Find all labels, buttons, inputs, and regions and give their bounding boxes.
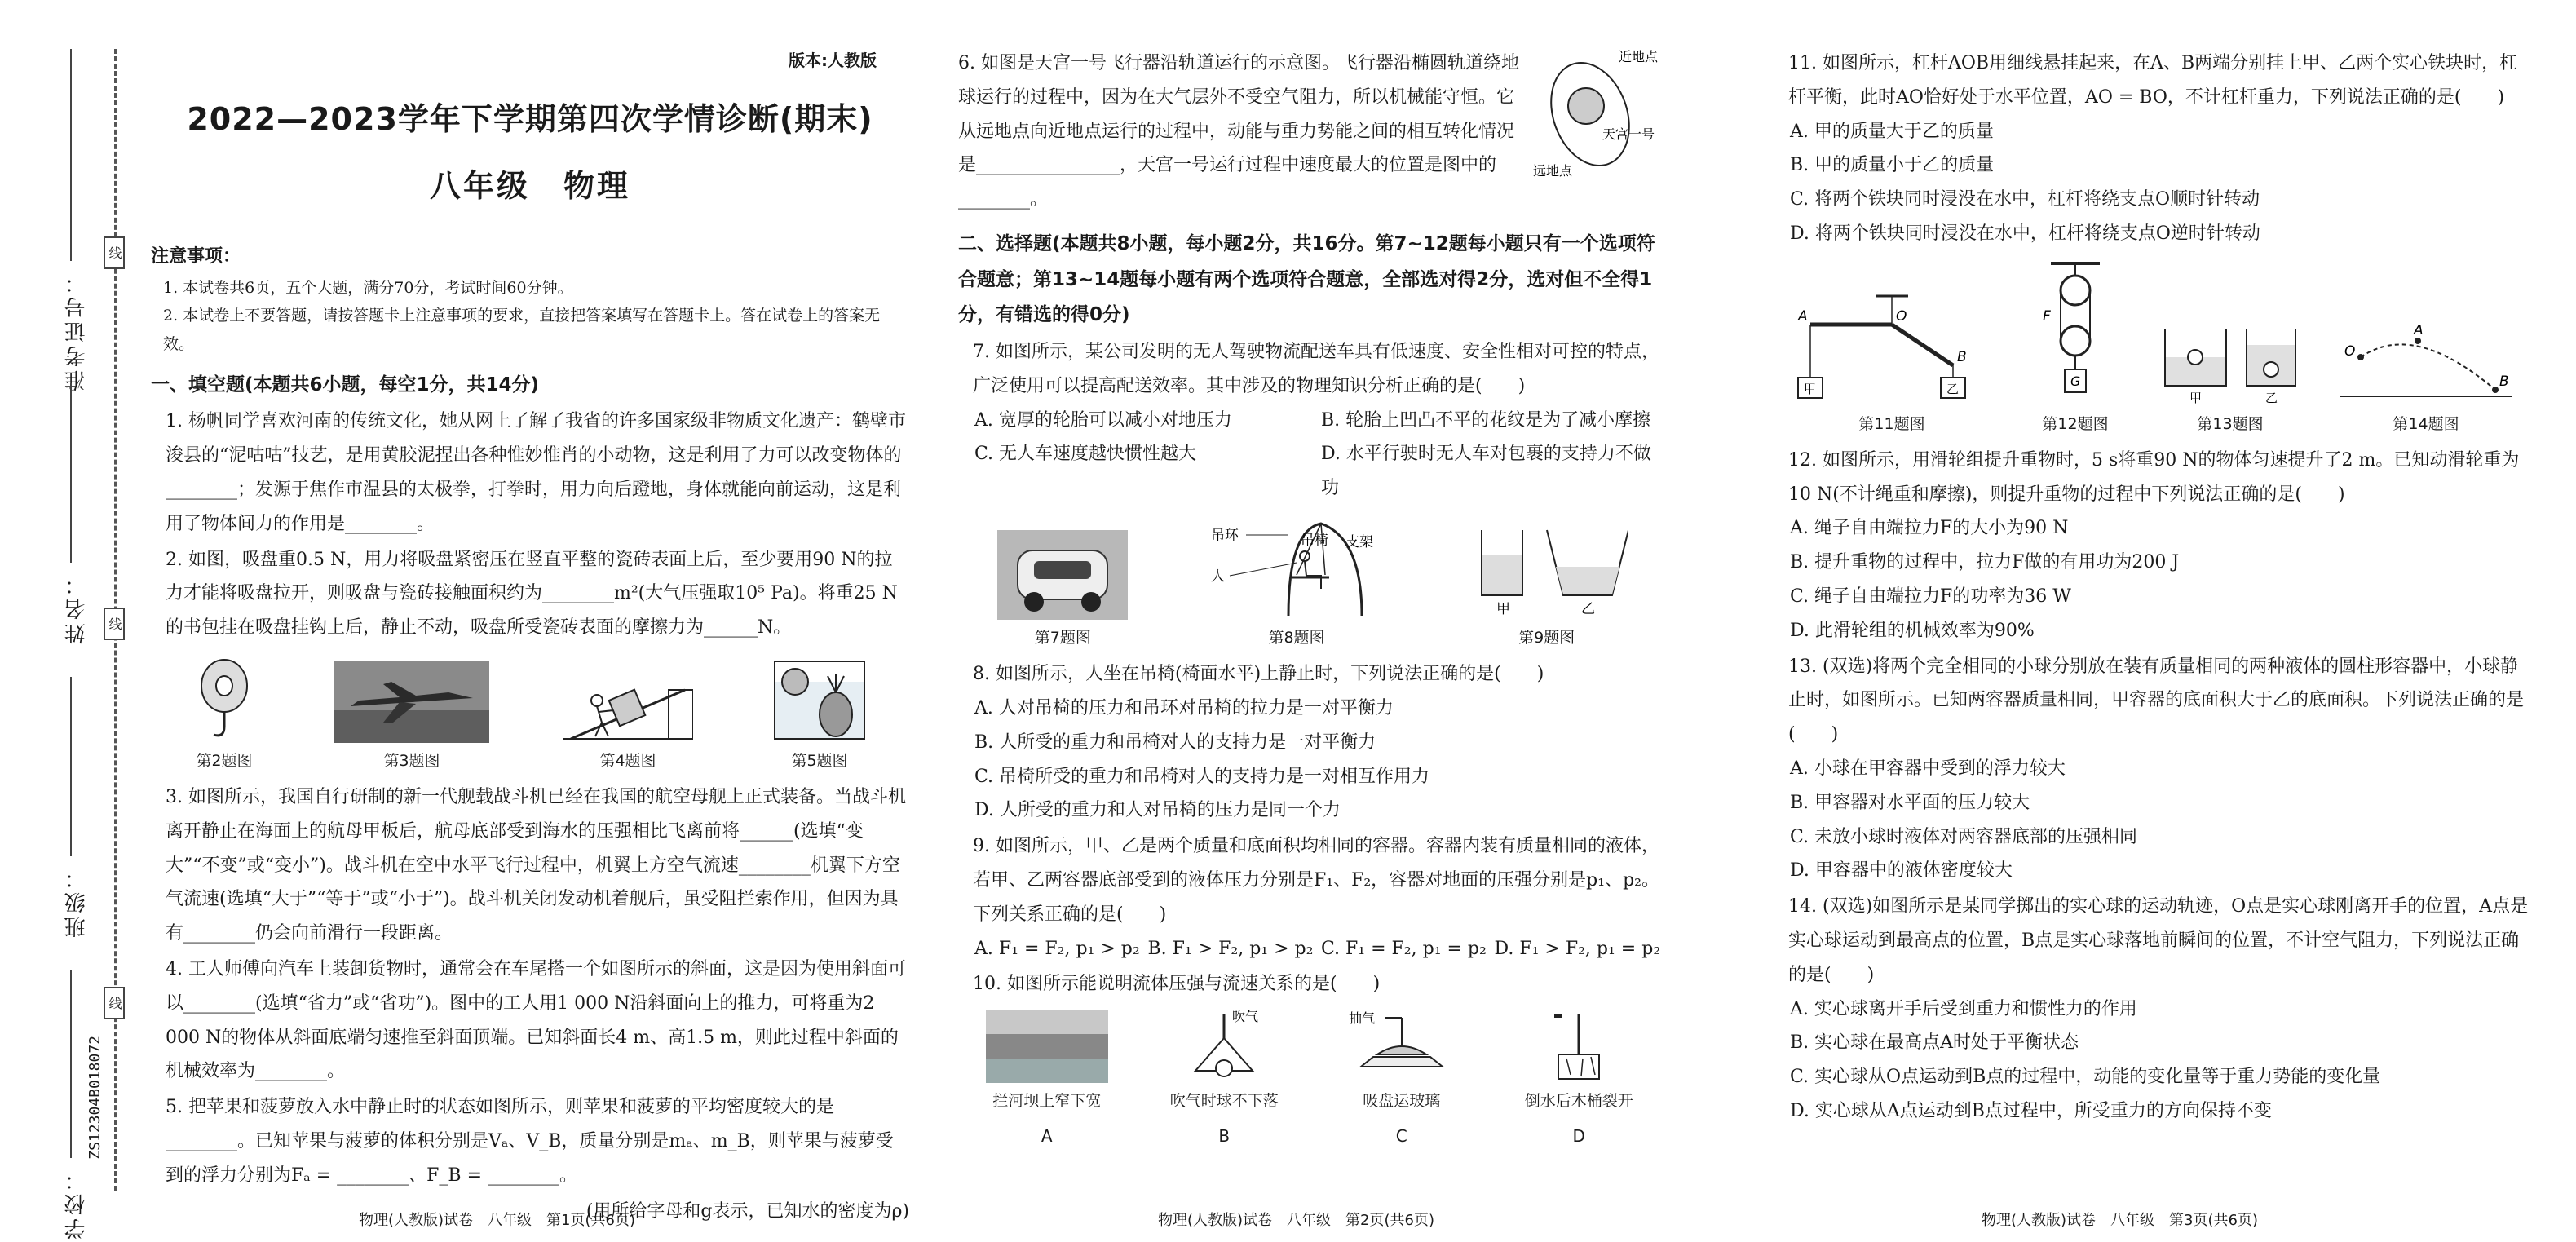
delivery-car-photo [997,530,1128,620]
weight-g-label: G [2070,373,2081,389]
figure-q8 [1207,514,1386,652]
figure-caption: 第14题图 [2393,414,2459,433]
ramp-figure [563,661,693,743]
far-point-label: 远地点 [1533,163,1573,179]
figure-q11 [1794,292,1990,439]
question-5-note: (用所给字母和g表示，已知水的密度为ρ) [585,1200,909,1222]
blow-label: 吹气 [1232,1010,1259,1025]
figure-q5 [767,653,873,776]
pump-label: 抽气 [1348,1010,1375,1027]
question-14: 14. (双选)如图所示是某同学掷出的实心球的运动轨迹，O点是实心球刚离开手的位置，A点是实心球运动到最高点的位置，B点是实心球落地前瞬间的位置，不计空气阻力，下列说法正确的是( ) [1788,896,2529,985]
option-a[interactable]: A. 宽厚的轮胎可以减小对地压力 [974,409,1232,431]
page-footer-1: 物理(人教版)试卷 八年级 第1页(共6页) [359,1212,635,1229]
figure-caption: 第9题图 [1518,629,1575,648]
figure-row-3 [1774,259,2532,439]
person-label: 人 [1210,568,1225,586]
option-d[interactable]: D. 甲容器中的液体密度较大 [1790,860,2013,882]
seat-label: 吊椅 [1300,533,1328,550]
section-fill-heading: 一、填空题(本题共6小题，每空1分，共14分) [151,373,540,396]
figure-caption: 第7题图 [1034,629,1091,648]
container-yi-label: 乙 [2265,390,2278,405]
option-a[interactable]: A. 绳子自由端拉力F的大小为90 N [1790,518,2069,539]
question-10: 10. 如图所示能说明流体压强与流速关系的是( ) [973,974,1381,995]
question-2: 2. 如图，吸盘重0.5 N，用力将吸盘紧密压在竖直平整的瓷砖表面上后，至少要用90 N的拉力才能将吸盘拉开，则吸盘与瓷砖接触面积约为________m²(大气压强取10⁵ Pa)。将重25 N的书包挂在吸盘挂钩上后，静止不动，吸盘所受瓷砖表面的摩擦力为______N。 [166,549,898,639]
figure-row-2 [958,514,1668,652]
suction-glass-figure [1349,1010,1455,1083]
orbit-figure [1529,45,1668,183]
figure-caption: 第5题图 [791,752,848,770]
figure-q10-d[interactable] [1497,1010,1660,1151]
exam-title: 2022—2023学年下学期第四次学情诊断(期末) [187,101,873,137]
two-containers-figure [2161,325,2300,406]
point-b-label: B [2499,373,2509,390]
option-b[interactable]: B. 甲的质量小于乙的质量 [1790,155,1995,176]
figure-caption: 第13题图 [2197,414,2264,433]
option-c[interactable]: C. 绳子自由端拉力F的功率为36 W [1790,586,2071,608]
question-9-options [958,932,1668,966]
question-8: 8. 如图所示，人坐在吊椅(椅面水平)上静止时，下列说法正确的是( ) [973,664,1544,685]
option-a[interactable]: A. 人对吊椅的压力和吊环对吊椅的拉力是一对平衡力 [974,697,1394,718]
option-d[interactable]: D. 水平行驶时无人车对包裹的支持力不做功 [1321,444,1651,499]
figure-caption: 第3题图 [383,752,440,770]
serial-number: ZS12304B018072 [86,1036,104,1160]
name-label: 姓名： [64,571,89,644]
option-letter: C [1395,1126,1407,1147]
option-d[interactable]: D. 实心球从A点运动到B点过程中，所受重力的方向保持不变 [1790,1101,2272,1122]
block-jia-label: 甲 [1804,381,1817,396]
option-c[interactable]: C. 无人车速度越快惯性越大 [974,444,1197,465]
option-d[interactable]: D. 此滑轮组的机械效率为90% [1790,620,2035,641]
figure-q7 [997,530,1128,652]
school-blank[interactable] [70,970,72,1158]
option-c[interactable]: C. F₁ = F₂, p₁ = p₂ [1321,938,1487,959]
figure-caption: 第11题图 [1858,414,1925,433]
figure-caption: 倒水后木桶裂开 [1524,1092,1633,1111]
option-c[interactable]: C. 未放小球时液体对两容器底部的压强相同 [1790,826,2138,847]
figure-row-1 [151,653,909,776]
option-b[interactable]: B. 甲容器对水平面的压力较大 [1790,792,2030,813]
exam-subtitle: 八年级 物理 [429,168,630,205]
option-c[interactable]: C. 将两个铁块同时浸没在水中，杠杆将绕支点O顺时针转动 [1790,189,2260,210]
option-letter: B [1218,1126,1231,1147]
point-o-label: O [2344,343,2356,360]
pulley-figure [2030,259,2120,406]
figure-q12 [2030,259,2120,439]
figure-q10-a[interactable] [965,1010,1129,1151]
option-a[interactable]: A. 实心球离开手后受到重力和惯性力的作用 [1790,998,2137,1019]
option-a[interactable]: A. F₁ = F₂, p₁ > p₂ [974,938,1140,959]
line-mark-box: 线 [104,236,125,269]
block-yi-label: 乙 [1946,381,1960,396]
page-footer-3: 物理(人教版)试卷 八年级 第3页(共6页) [1982,1212,2258,1229]
figure-q10-b[interactable] [1142,1010,1306,1151]
figure-caption: 第8题图 [1268,629,1325,648]
figure-q3 [334,661,489,776]
exam-number-blank[interactable] [70,49,72,261]
container-a-label: 甲 [1496,601,1510,618]
figure-q2 [188,653,261,776]
point-a-label: A [2414,324,2424,338]
figure-caption: 第2题图 [196,752,253,770]
trajectory-figure [2340,325,2512,406]
option-b[interactable]: B. 实心球在最高点A时处于平衡状态 [1790,1032,2079,1054]
option-letter: D [1572,1126,1585,1147]
lever-figure [1794,292,1990,406]
page-column-3 [1774,45,2532,1129]
container-jia-label: 甲 [2189,390,2203,405]
suction-cup-figure [188,653,261,743]
question-5: 5. 把苹果和菠萝放入水中静止时的状态如图所示，则苹果和菠萝的平均密度较大的是________。已知苹果与菠萝的体积分别是Vₐ、V_B，质量分别是mₐ、m_B，则苹果与菠萝受到的浮力分别为Fₐ = ________、F_B = ________。 [166,1097,894,1186]
page-footer-2: 物理(人教版)试卷 八年级 第2页(共6页) [1158,1212,1434,1229]
class-blank[interactable] [70,677,72,856]
stand-label: 支架 [1345,534,1373,551]
line-mark-box: 线 [104,608,125,640]
question-1: 1. 杨帆同学喜欢河南的传统文化，她从网上了解了我省的许多国家级非物质文化遗产：鹤壁市浚县的“泥咕咕”技艺，是用黄胶泥捏出各种惟妙惟肖的小动物，这是利用了力可以改变物体的________；发源于焦作市温县的太极拳，打拳时，用力向后蹬地，身体就能向前运动，这是利用了物体间力的作用是________。 [166,411,906,534]
figure-caption: 吹气时球不下落 [1169,1092,1279,1111]
figure-q13 [2161,325,2300,439]
note-item: 1. 本试卷共6页，五个大题，满分70分，考试时间60分钟。 [163,279,573,298]
question-3: 3. 如图所示，我国自行研制的新一代舰载战斗机已经在我国的航空母舰上正式装备。当战斗机离开静止在海面上的航母甲板后，航母底部受到海水的压强相比飞离前将______(选填“变大”“不变”或“变小”)。战斗机在空中水平飞行过程中，机翼上方空气流速________机翼下方空气流速(选填“大于”“等于”或“小于”)。战斗机关闭发动机着舰后，虽受阻拦索作用，但因为具有________仍会向前滑行一段距离。 [166,787,906,944]
question-10-figures [958,1010,1668,1151]
edition-label: 版本:人教版 [789,51,877,70]
option-d[interactable]: D. 将两个铁块同时浸没在水中，杠杆将绕支点O逆时针转动 [1790,223,2260,244]
option-a[interactable]: A. 小球在甲容器中受到的浮力较大 [1790,758,2066,780]
fighter-jet-photo [334,661,489,743]
question-4: 4. 工人师傅向汽车上装卸货物时，通常会在车尾搭一个如图所示的斜面，这是因为使用斜面可以________(选填“省力”或“省功”)。图中的工人用1 000 N沿斜面向上的推力，可将重为2 000 N的物体从斜面底端匀速推至斜面顶端。已知斜面长4 m、高1.5 m，则此过程中斜面的机械效率为________。 [166,959,906,1082]
dam-photo [986,1010,1108,1083]
containers-figure [1465,522,1628,620]
option-b[interactable]: B. F₁ > F₂, p₁ > p₂ [1147,938,1314,959]
barrel-figure [1534,1010,1624,1083]
ring-label: 吊环 [1210,528,1239,545]
option-a[interactable]: A. 甲的质量大于乙的质量 [1790,121,1994,142]
class-label: 班级： [64,864,89,938]
point-a-label: A [1798,307,1808,325]
figure-q4 [563,661,693,776]
question-13: 13. (双选)将两个完全相同的小球分别放在装有质量相同的两种液体的圆柱形容器中，小球静止时，如图所示。已知两容器质量相同，甲容器的底面积大于乙的底面积。下列说法正确的是( ) [1788,656,2525,745]
point-o-label: O [1896,307,1907,325]
fruit-in-water-figure [767,653,873,743]
figure-caption: 拦河坝上窄下宽 [992,1092,1102,1111]
hanging-chair-figure [1207,514,1386,620]
craft-label: 天宫一号 [1602,126,1655,142]
option-b[interactable]: B. 提升重物的过程中，拉力F做的有用功为200 J [1790,552,2180,573]
option-c[interactable]: C. 实心球从O点运动到B点的过程中，动能的变化量等于重力势能的变化量 [1790,1067,2381,1088]
question-12: 12. 如图所示，用滑轮组提升重物时，5 s将重90 N的物体匀速提升了2 m。已知动滑轮重为10 N(不计绳重和摩擦)，则提升重物的过程中下列说法正确的是( ) [1788,449,2520,505]
notes-heading: 注意事项： [151,246,241,267]
page-column-1 [151,45,909,1228]
figure-q9 [1465,522,1628,652]
figure-caption: 第12题图 [2042,414,2109,433]
figure-q10-c[interactable] [1320,1010,1483,1151]
option-letter: A [1041,1126,1053,1147]
school-label: 学校： [64,1166,89,1240]
figure-caption: 第4题图 [599,752,656,770]
figure-caption: 吸盘运玻璃 [1363,1092,1441,1111]
binding-sidebar [0,0,130,1242]
question-6: 6. 如图是天宫一号飞行器沿轨道运行的示意图。飞行器沿椭圆轨道绕地球运行的过程中，因为在大气层外不受空气阻力，所以机械能守恒。它从远地点向近地点运行的过程中，动能与重力势能之间的相互转化情况是________________，天宫一号运行过程中速度最大的位置是图中的________。 [958,53,1519,210]
page-column-2 [958,45,1668,1151]
section-choice-heading: 二、选择题(本题共8小题，每小题2分，共16分。第7~12题每小题只有一个选项符合题意；第13~14题每小题有两个选项符合题意，全部选对得2分，选对但不全得1分，有错选的得0分) [958,232,1655,326]
option-d[interactable]: D. F₁ > F₂, p₁ = p₂ [1494,938,1661,959]
point-b-label: B [1957,348,1967,365]
line-mark-box: 线 [104,987,125,1019]
container-b-label: 乙 [1580,601,1595,618]
question-9: 9. 如图所示，甲、乙是两个质量和底面积均相同的容器。容器内装有质量相同的液体，若甲、乙两容器底部受到的液体压力分别是F₁、F₂，容器对地面的压强分别是p₁、p₂。下列关系正确的是( ) [973,836,1659,925]
option-b[interactable]: B. 人所受的重力和吊椅对人的支持力是一对平衡力 [974,731,1376,753]
option-c[interactable]: C. 吊椅所受的重力和吊椅对人的支持力是一对相互作用力 [974,766,1430,787]
question-7: 7. 如图所示，某公司发明的无人驾驶物流配送车具有低速度、安全性相对可控的特点，广泛使用可以提高配送效率。其中涉及的物理知识分析正确的是( ) [973,342,1659,396]
question-11: 11. 如图所示，杠杆AOB用细线悬挂起来，在A、B两端分别挂上甲、乙两个实心铁块时，杠杆平衡，此时AO恰好处于水平位置，AO = BO，不计杠杆重力，下列说法正确的是( ) [1788,53,2518,108]
funnel-ball-figure [1175,1010,1273,1083]
note-item: 2. 本试卷上不要答题，请按答题卡上注意事项的要求，直接把答案填写在答题卡上。答在试卷上的答案无效。 [163,307,881,353]
force-f-label: F [2043,307,2051,325]
near-point-label: 近地点 [1619,49,1659,64]
figure-q14 [2340,325,2512,439]
name-blank[interactable] [70,383,72,563]
option-b[interactable]: B. 轮胎上凹凸不平的花纹是为了减小摩擦 [1321,409,1651,431]
option-d[interactable]: D. 人所受的重力和人对吊椅的压力是同一个力 [974,800,1341,821]
question-7-options [958,404,1668,506]
exam-number-label: 准考证号： [64,269,89,391]
